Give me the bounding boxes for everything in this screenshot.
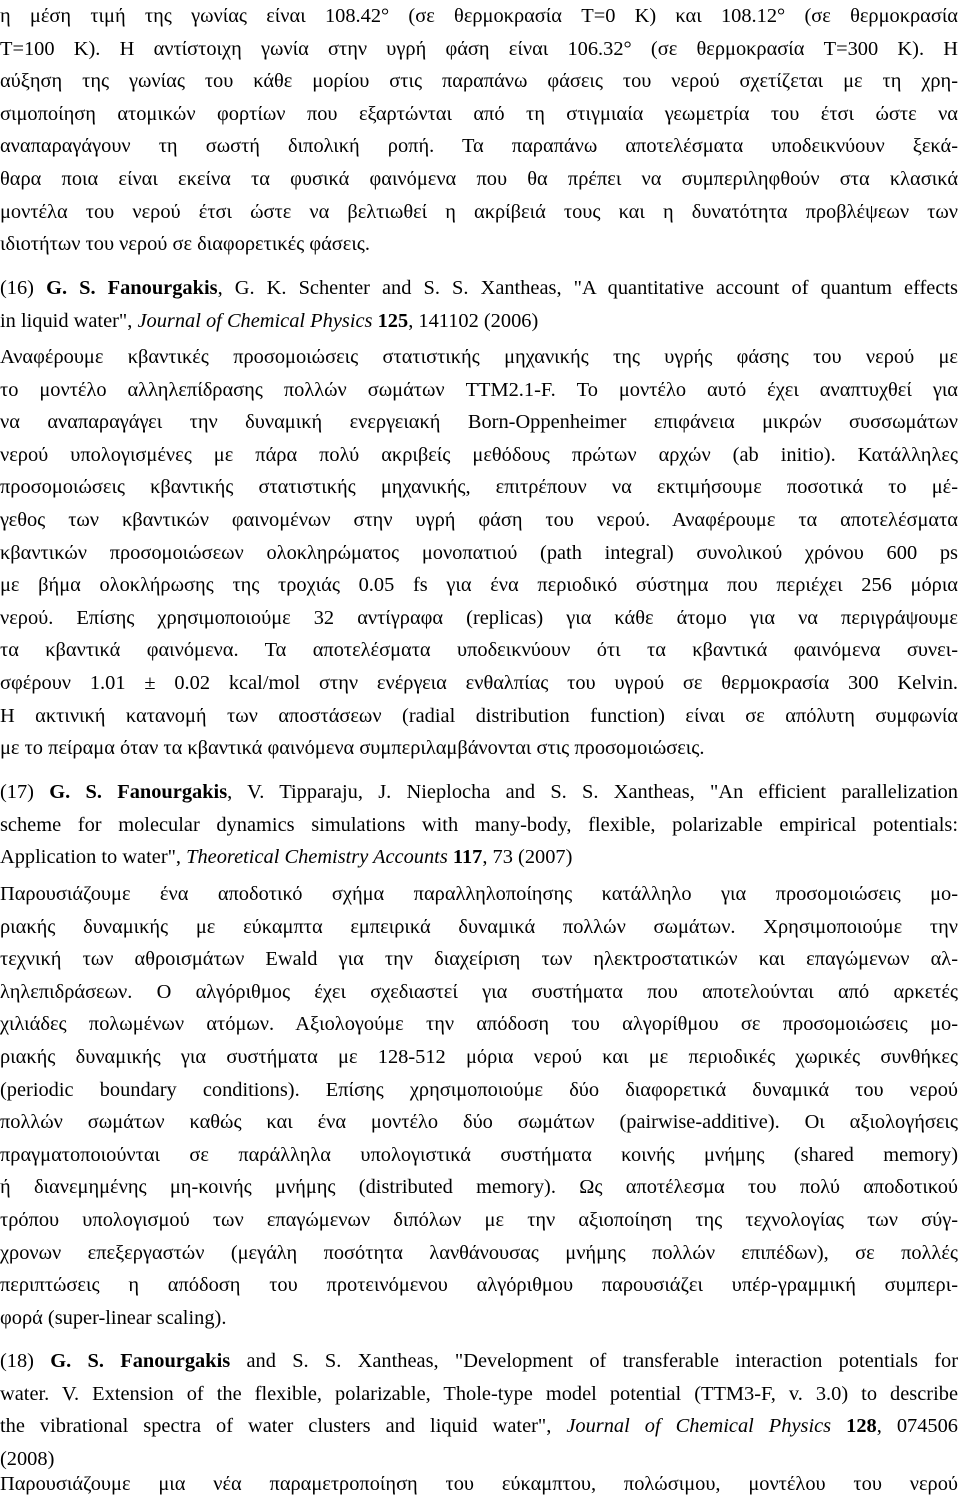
reference-journal: Theoretical Chemistry Accounts [186, 846, 448, 869]
text-line: περιπτώσεις η απόδοση του προτεινόμενου αλγόριθμου παρουσιάζει υπέρ-γραμμική συμπερι- [0, 1274, 958, 1297]
citation-line [0, 776, 958, 809]
text-line: Η ακτινική κατανομή των αποστάσεων (radial distribution function) είναι σε απόλυτη συμφωνία [0, 704, 958, 727]
citation-line [0, 305, 958, 338]
text-line: ιδιοτήτων του νερού σε διαφορετικές φάσεις. [0, 233, 370, 256]
reference-title-tail: Application to water", [0, 846, 187, 869]
text-line: αύξηση της γωνίας του κάθε μορίου στις παραπάνω φάσεις του νερού σχετίζεται με τη χρη- [0, 70, 958, 93]
text-line: ληλεπιδράσεων. Ο αλγόριθμος έχει σχεδιαστεί για συστήματα που αποτελούνται από αρκετές [0, 980, 958, 1003]
reference-author-bold: G. S. Fanourgakis [46, 277, 218, 299]
text-line: το μοντέλο αλληλεπίδρασης πολλών σωμάτων TTM2.1-F. Το μοντέλο αυτό έχει αναπτυχθεί για [0, 378, 958, 401]
text-line: αναπαραγάγουν τη σωστή διπολική ροπή. Τα παραπάνω αποτελέσματα υποδεικνύουν ξεκά- [0, 135, 958, 158]
text-line: με βήμα ολοκλήρωσης της τροχιάς 0.05 fs για ένα περιοδικό σύστημα που περιέχει 256 μόρια [0, 574, 958, 597]
reference-journal: Journal of Chemical Physics [137, 309, 373, 332]
reference-volume: 117 [452, 846, 483, 869]
reference-number: (18) [0, 1350, 34, 1372]
reference-pages: , 73 (2007) [482, 846, 573, 869]
text-line: (periodic boundary conditions). Επίσης χρησιμοποιούμε δύο διαφορετικά δυναμικά του νερού [0, 1078, 958, 1101]
text-line: σφέρουν 1.01 ± 0.02 kcal/mol στην ενέργεια ενθαλπίας του υγρού σε θερμοκρασία 300 Kelvin. [0, 672, 958, 694]
text-line: τρόπου υπολογισμού των επαγώμενων διπόλων με την αξιοποίηση της τεχνολογίας των σύγ- [0, 1209, 958, 1231]
text-line: τεχνική των αθροισμάτων Ewald για την διαχείριση των ηλεκτροστατικών και επαγώμενων αλ- [0, 948, 958, 971]
citation-line [0, 841, 958, 874]
reference-authors: , G. K. Schenter and S. S. Xantheas, "A quantitative account of quantum effects [217, 277, 958, 299]
citation-line [0, 1345, 958, 1378]
citation-line [0, 272, 958, 305]
text-line: πραγματοποιούνται σε παράλληλα υπολογιστικά συστήματα κοινής μνήμης (shared memory) [0, 1143, 958, 1166]
text-line: προσομοιώσεις κβαντικής στατιστικής μηχανικής, επιτρέπουν να εκτιμήσουμε ποσοτικά το μέ- [0, 476, 958, 499]
text-line: νερού. Επίσης χρησιμοποιούμε 32 αντίγραφα (replicas) για κάθε άτομο για να περιγράψουμε [0, 606, 958, 629]
text-line: Παρουσιάζουμε μια νέα παραμετροποίηση του εύκαμπτου, πολώσιμου, μοντέλου του νερού [0, 1473, 958, 1495]
text-line: πολλών σωμάτων καθώς και ένα μοντέλο δύο σωμάτων (pairwise-additive). Οι αξιολογήσεις [0, 1111, 958, 1134]
text-line: νερού υπολογισμένες με πάρα πολύ ακριβείς μεθόδους πρώτων αρχών (ab initio). Κατάλληλες [0, 443, 958, 466]
reference-author-bold: G. S. Fanourgakis [50, 1350, 231, 1372]
reference-pages: , 141102 (2006) [408, 309, 539, 332]
text-line: η μέση τιμή της γωνίας είναι 108.42° (σε θερμοκρασία T=0 K) και 108.12° (σε θερμοκρασία [0, 5, 958, 27]
reference-pages: , 074506 [876, 1415, 958, 1438]
text-line: μοντέλα του νερού έτσι ώστε να βελτιωθεί η ακρίβειά τους και η δυνατότητα προβλέψεων των [0, 200, 958, 223]
text-line: Αναφέρουμε κβαντικές προσομοιώσεις στατιστικής μηχανικής της υγρής φάσης του νερού με [0, 346, 958, 368]
text-line: χρονων επεξεργαστών (μεγάλη ποσότητα λανθάνουσας μνήμης πολλών επιπέδων), σε πολλές [0, 1241, 958, 1264]
text-line: χιλιάδες πολωμένων ατόμων. Αξιολογούμε την απόδοση του αλγορίθμου σε προσομοιώσεις μο- [0, 1013, 958, 1036]
text-line: να αναπαραγάγει την δυναμική ενεργειακή Born-Oppenheimer επιφάνεια μικρών συσσωμάτων [0, 411, 958, 434]
text-line: T=100 K). Η αντίστοιχη γωνία στην υγρή φάση είναι 106.32° (σε θερμοκρασία T=300 K). Η [0, 37, 958, 60]
text-line: ριακής δυναμικής με εύκαμπτα εμπειρικά δυναμικά πολλών σωμάτων. Χρησιμοποιούμε την [0, 915, 958, 938]
reference-number: (16) [0, 277, 34, 299]
reference-authors: , V. Tipparaju, J. Nieplocha and S. S. Xantheas, "An efficient parallelization [227, 781, 958, 803]
text-line: Παρουσιάζουμε ένα αποδοτικό σχήμα παραλληλοποίησης κατάλληλο για προσομοιώσεις μο- [0, 883, 958, 905]
reference-volume: 125 [377, 309, 409, 332]
reference-authors: and S. S. Xantheas, "Development of transferable interaction potentials for [230, 1350, 958, 1372]
text-line: ριακής δυναμικής για συστήματα με 128-512 μόρια νερού και με περιοδικές χωρικές συνθήκες [0, 1046, 958, 1068]
citation-line: water. V. Extension of the flexible, polarizable, Thole-type model potential (TTM3-F, v. 3.0) to describe [0, 1382, 958, 1405]
reference-title-tail: in liquid water", [0, 309, 138, 332]
text-line: φορά (super-linear scaling). [0, 1306, 227, 1329]
citation-line [0, 1410, 958, 1443]
text-line: θαρα ποια είναι εκείνα τα φυσικά φαινόμενα που θα πρέπει να συμπεριληφθούν στα κλασικά [0, 168, 958, 190]
reference-author-bold: G. S. Fanourgakis [49, 781, 228, 803]
citation-line: scheme for molecular dynamics simulations with many-body, flexible, polarizable empirical potentials: [0, 813, 958, 836]
text-line: σιμοποίηση ατομικών φορτίων που εξαρτώνται από τη στιγμιαία γεωμετρία του έτσι ώστε να [0, 102, 958, 125]
text-line: ή διανεμημένης μη-κοινής μνήμης (distributed memory). Ως αποτέλεσμα του πολύ αποδοτικού [0, 1176, 958, 1199]
citation-line: (2008) [0, 1447, 55, 1470]
reference-title-tail: the vibrational spectra of water clusters and liquid water", [0, 1415, 567, 1438]
text-line: κβαντικών προσομοιώσεων ολοκληρώματος μονοπατιού (path integral) συνολικού χρόνου 600 ps [0, 541, 958, 564]
reference-number: (17) [0, 781, 34, 803]
text-line: τα κβαντικά φαινόμενα. Τα αποτελέσματα υποδεικνύουν ότι τα κβαντικά φαινόμενα συνει- [0, 639, 958, 662]
reference-volume: 128 [846, 1415, 877, 1438]
reference-journal: Journal of Chemical Physics [566, 1415, 832, 1438]
text-line: με το πείραμα όταν τα κβαντικά φαινόμενα συμπεριλαμβάνονται στις προσομοιώσεις. [0, 737, 705, 760]
text-line: γεθος των κβαντικών φαινομένων στην υγρή φάση του νερού. Αναφέρουμε τα αποτελέσματα [0, 509, 958, 531]
